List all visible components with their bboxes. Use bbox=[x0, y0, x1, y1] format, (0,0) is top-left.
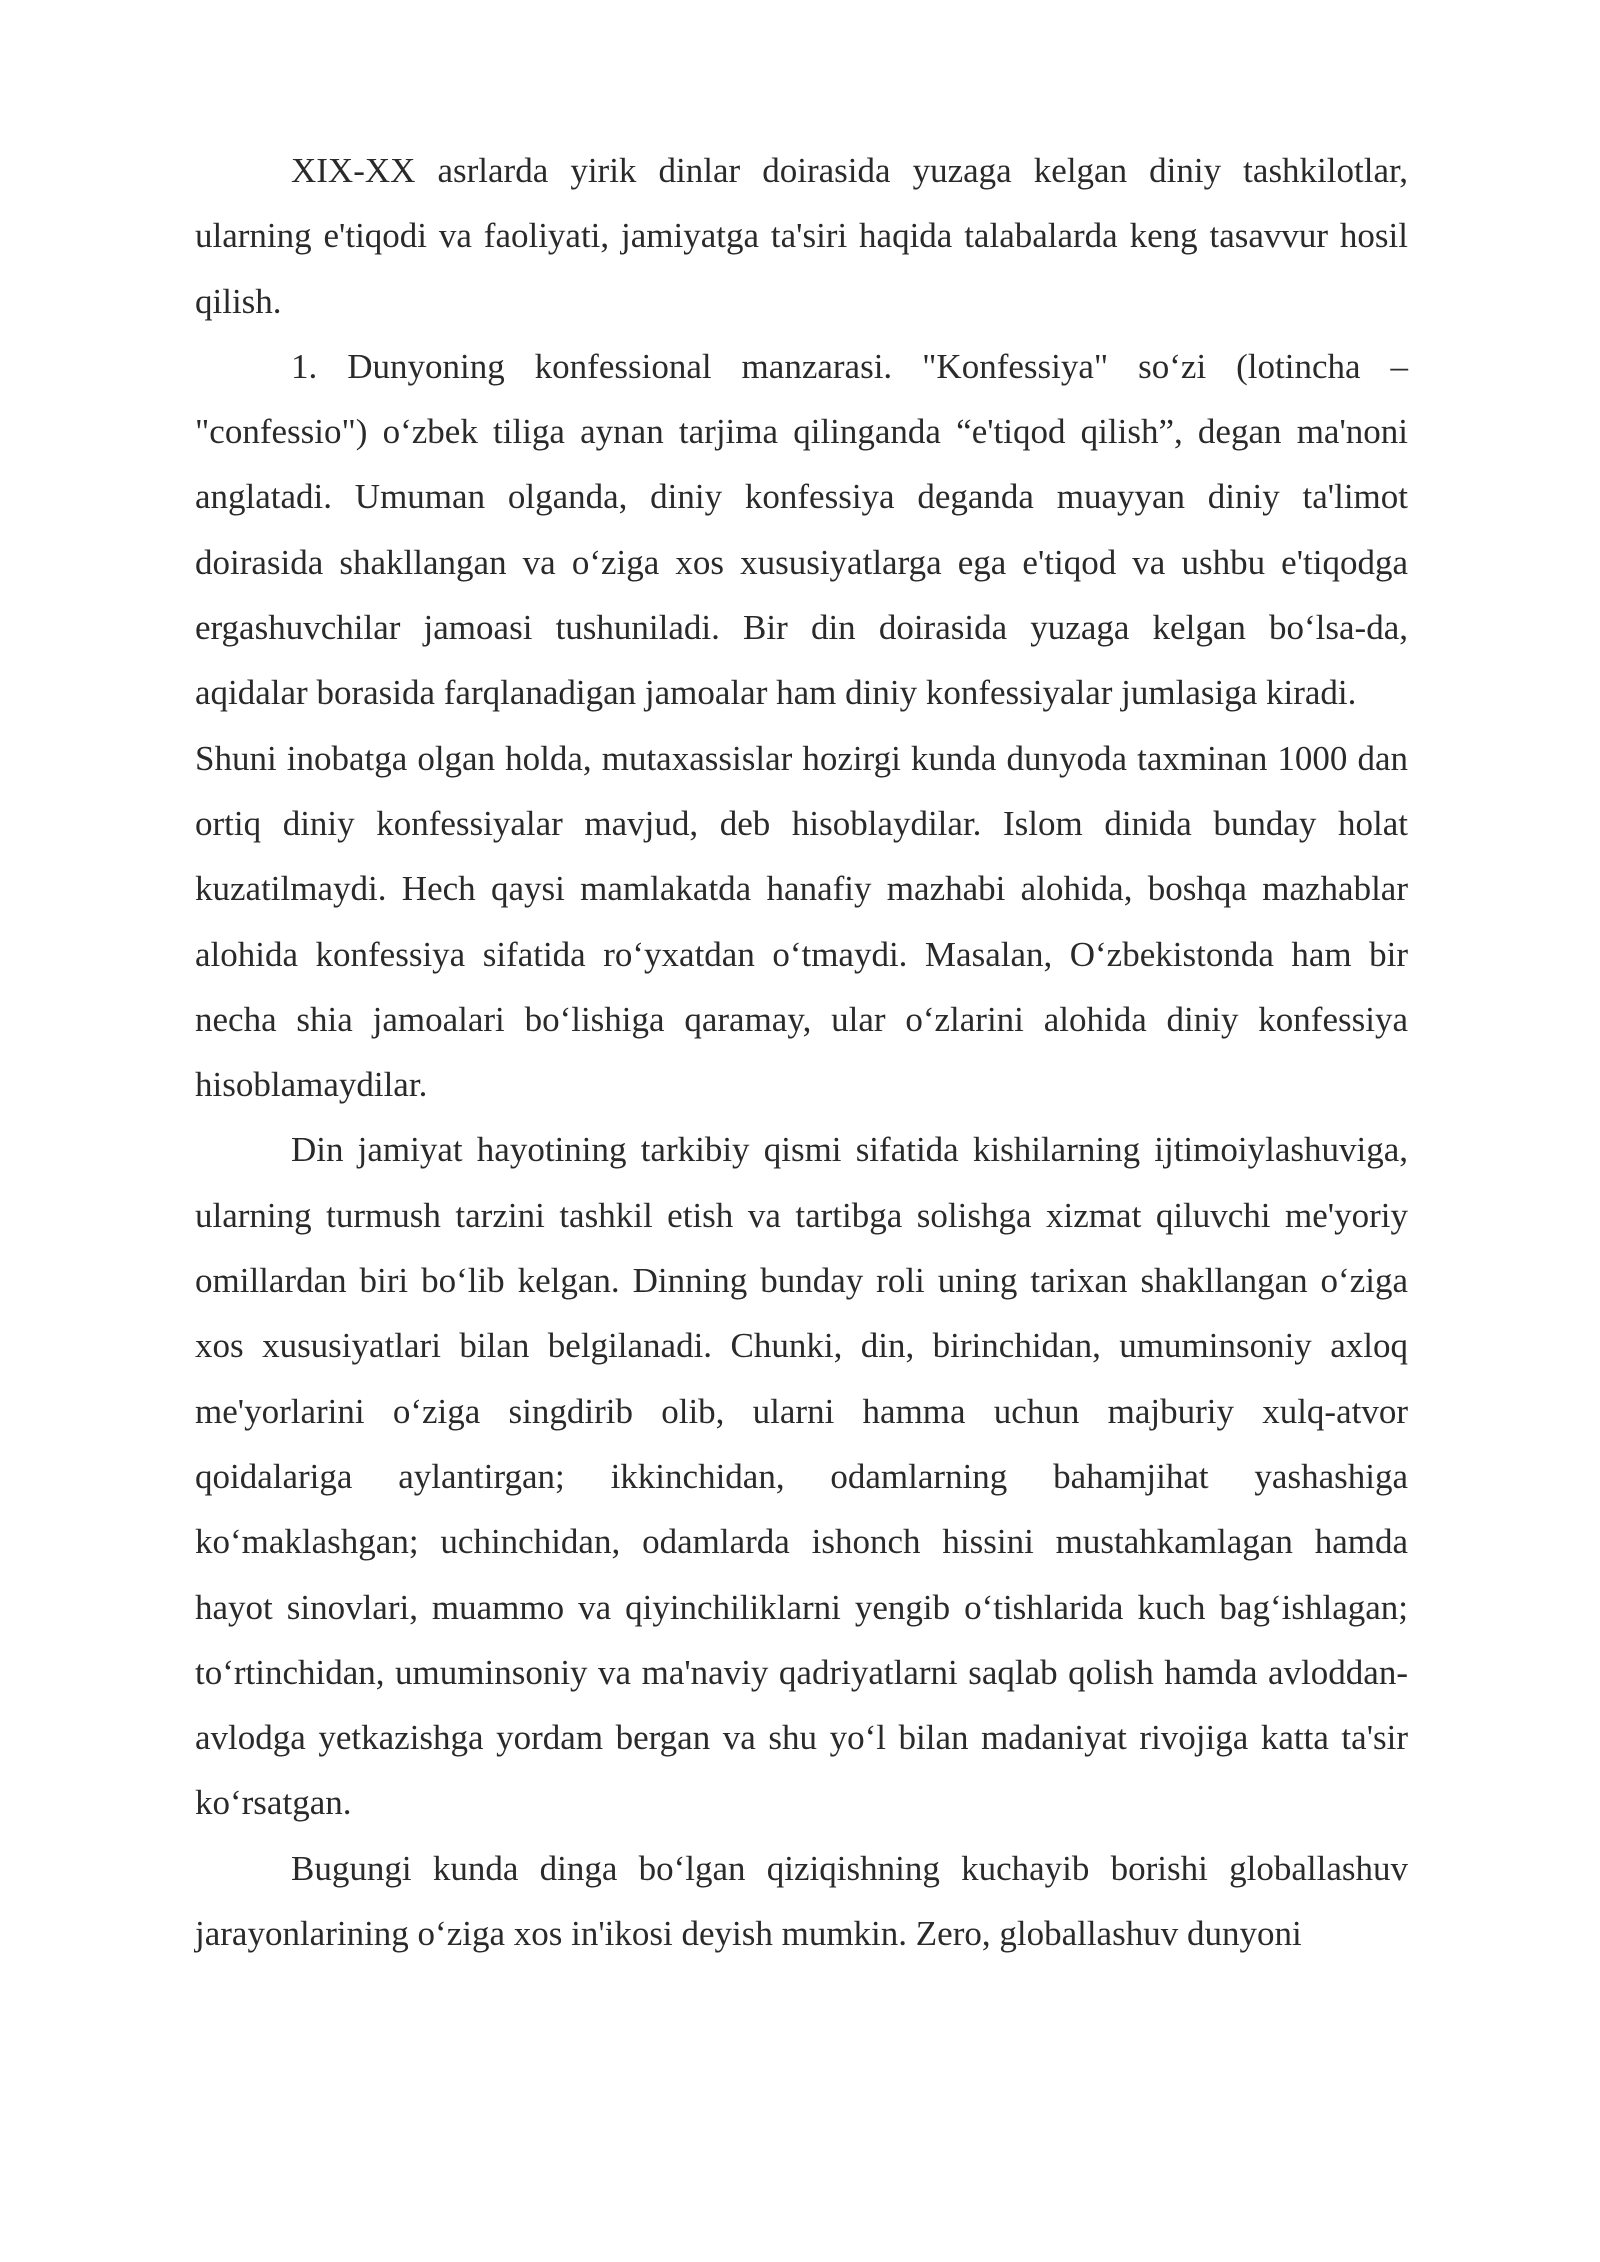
paragraph-confessional-landscape: 1. Dunyoning konfessional manzarasi. "Konfessiya" so‘zi (lotincha – "confessio") o‘zbek tiliga aynan tarjima qilinganda “e'tiqod qilish”, degan ma'noni anglatadi. Umuman olganda, diniy konfessiya deganda muayyan diniy ta'limot doirasida shakllangan va o‘ziga xos xususiyatlarga ega e'tiqod va ushbu e'tiqodga ergashuvchilar jamoasi tushuniladi. Bir din doirasida yuzaga kelgan bo‘lsa-da, aqidalar borasida farqlanadigan jamoalar ham diniy konfessiyalar jumlasiga kiradi. bbox=[195, 346, 1408, 713]
document-body bbox=[195, 138, 1408, 1966]
paragraph-religion-role: Din jamiyat hayotining tarkibiy qismi sifatida kishilarning ijtimoiylashuviga, ularning turmush tarzini tashkil etish va tartibga solishga xizmat qiluvchi me'yoriy omillardan biri bo‘lib kelgan. Dinning bunday roli uning tarixan shakllangan o‘ziga xos xususiyatlari bilan belgilanadi. Chunki, din, birinchidan, umuminsoniy axloq me'yorlarini o‘ziga singdirib olib, ularni hamma uchun majburiy xulq-atvor qoidalariga aylantirgan; ikkinchidan, odamlarning bahamjihat yashashiga ko‘maklashgan; uchinchidan, odamlarda ishonch hissini mustahkamlagan hamda hayot sinovlari, muammo va qiyinchiliklarni yengib o‘tishlarida kuch bag‘ishlagan; to‘rtinchidan, umuminsoniy va ma'naviy qadriyatlarni saqlab qolish hamda avloddan-avlodga yetkazishga yordam bergan va shu yo‘l bilan madaniyat rivojiga katta ta'sir ko‘rsatgan. bbox=[195, 1130, 1408, 1823]
paragraph-globalization: Bugungi kunda dinga bo‘lgan qiziqishning kuchayib borishi globallashuv jarayonlarining o‘ziga xos in'ikosi deyish mumkin. Zero, globallashuv dunyoni bbox=[195, 1848, 1408, 1954]
paragraph-intro: XIX-XX asrlarda yirik dinlar doirasida yuzaga kelgan diniy tashkilotlar, ularning e'tiqodi va faoliyati, jamiyatga ta'siri haqida talabalarda keng tasavvur hosil qilish. bbox=[195, 151, 1408, 321]
paragraph-confessions-count: Shuni inobatga olgan holda, mutaxassislar hozirgi kunda dunyoda taxminan 1000 dan ortiq diniy konfessiyalar mavjud, deb hisoblaydilar. Islom dinida bunday holat kuzatilmaydi. Hech qaysi mamlakatda hanafiy mazhabi alohida, boshqa mazhablar alohida konfessiya sifatida ro‘yxatdan o‘tmaydi. Masalan, O‘zbekistonda ham bir necha shia jamoalari bo‘lishiga qaramay, ular o‘zlarini alohida diniy konfessiya hisoblamaydilar. bbox=[195, 738, 1408, 1105]
